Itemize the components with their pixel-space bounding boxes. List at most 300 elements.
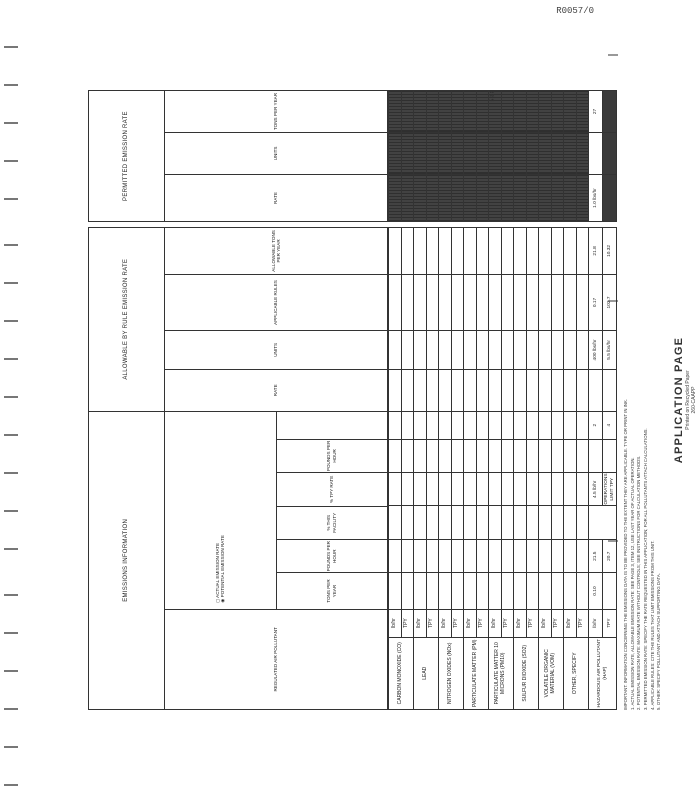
entry-cell[interactable] (401, 539, 414, 572)
entry-cell[interactable] (564, 330, 577, 369)
checkbox-potential-label: POTENTIAL EMISSION RATE (220, 535, 226, 598)
shaded-cell (526, 132, 539, 174)
total-cell[interactable] (603, 573, 617, 609)
entry-cell[interactable] (426, 506, 439, 539)
shaded-cell (414, 174, 427, 221)
entry-cell[interactable] (489, 573, 502, 609)
shaded-cell (514, 132, 527, 174)
entry-cell[interactable] (464, 473, 477, 506)
entry-cell[interactable] (539, 573, 552, 609)
entry-cell[interactable] (551, 439, 564, 472)
entry-cell[interactable] (514, 411, 527, 439)
actual-header: % TPY RATE (276, 473, 387, 506)
entry-cell[interactable] (514, 539, 527, 572)
shaded-cell (489, 132, 502, 174)
shaded-cell (539, 174, 552, 221)
entry-cell[interactable] (551, 275, 564, 331)
entry-cell[interactable] (439, 227, 452, 274)
shaded-cell (476, 91, 489, 133)
entry-cell[interactable] (426, 411, 439, 439)
entry-cell[interactable] (489, 439, 502, 472)
entry-cell[interactable] (576, 473, 589, 506)
entry-cell[interactable] (401, 411, 414, 439)
scan-mark (4, 160, 18, 162)
pollutant-name: PARTICULATE MATTER (PM) (464, 637, 489, 709)
entry-cell[interactable] (489, 539, 502, 572)
entry-cell[interactable] (564, 227, 577, 274)
total-unit: TPY (603, 609, 617, 637)
perm-total[interactable] (589, 132, 603, 174)
shaded-cell (551, 132, 564, 174)
entry-cell[interactable] (401, 369, 414, 411)
entry-cell[interactable] (464, 573, 477, 609)
entry-cell[interactable] (389, 330, 402, 369)
entry-cell[interactable] (414, 275, 427, 331)
shaded-cell (501, 91, 514, 133)
shaded-cell (501, 174, 514, 221)
entry-cell[interactable] (564, 573, 577, 609)
entry-cell[interactable] (576, 227, 589, 274)
entry-cell[interactable] (439, 275, 452, 331)
shaded-cell (603, 132, 617, 174)
entry-cell[interactable] (426, 473, 439, 506)
shaded-cell (401, 174, 414, 221)
entry-cell[interactable] (576, 439, 589, 472)
entry-cell[interactable] (426, 439, 439, 472)
entry-cell[interactable] (476, 227, 489, 274)
entry-cell[interactable] (464, 439, 477, 472)
entry-cell[interactable] (539, 227, 552, 274)
entry-cell[interactable] (464, 330, 477, 369)
entry-cell[interactable] (564, 439, 577, 472)
form-title: EMISSIONS INFORMATION (89, 411, 165, 709)
shaded-cell (451, 91, 464, 133)
gap-cell (514, 222, 527, 228)
gap-cell (389, 222, 402, 228)
entry-cell[interactable] (476, 369, 489, 411)
entry-cell[interactable] (551, 573, 564, 609)
entry-cell[interactable] (526, 573, 539, 609)
entry-cell[interactable] (501, 411, 514, 439)
total-cell[interactable] (589, 369, 603, 411)
shaded-cell (464, 91, 477, 133)
entry-cell[interactable] (489, 473, 502, 506)
entry-cell[interactable] (414, 573, 427, 609)
entry-cell[interactable] (401, 330, 414, 369)
entry-cell[interactable] (576, 369, 589, 411)
entry-cell[interactable] (389, 506, 402, 539)
entry-cell[interactable] (389, 275, 402, 331)
scan-mark (4, 358, 18, 360)
entry-cell[interactable] (451, 539, 464, 572)
entry-cell[interactable] (576, 506, 589, 539)
entry-cell[interactable] (551, 369, 564, 411)
entry-cell[interactable] (501, 573, 514, 609)
allow-tpy-header: ALLOWABLE TONS PER YEAR (165, 227, 388, 274)
gap-cell (401, 222, 414, 228)
entry-cell[interactable] (439, 411, 452, 439)
shaded-cell (439, 132, 452, 174)
entry-cell[interactable] (426, 573, 439, 609)
scan-mark (4, 244, 18, 246)
actual-header: POUNDS PER HOUR (276, 540, 387, 573)
entry-cell[interactable] (439, 573, 452, 609)
total-cell[interactable]: 2 (589, 411, 603, 439)
shaded-cell (476, 174, 489, 221)
shaded-cell (451, 132, 464, 174)
total-cell[interactable]: 21.5 (589, 539, 603, 572)
entry-cell[interactable] (439, 539, 452, 572)
note-line: 2. POTENTIAL EMISSION RATE: MAXIMUM RATE WITHOUT CONTROLS; SEE INSTRUCTIONS FOR CALCULATION METHODS. (636, 455, 642, 710)
pollutant-name: SULFUR DIOXIDE (SO2) (514, 637, 539, 709)
shaded-cell (514, 91, 527, 133)
checkbox-potential[interactable]: ◉ POTENTIAL EMISSION RATE (220, 535, 226, 603)
entry-cell[interactable] (451, 411, 464, 439)
scan-mark (4, 784, 18, 786)
shaded-cell (576, 91, 589, 133)
emissions-table (88, 90, 388, 710)
entry-cell[interactable] (414, 330, 427, 369)
total-unit: lb/hr (589, 609, 603, 637)
entry-cell[interactable] (489, 275, 502, 331)
perm-rate-header: RATE (165, 174, 388, 221)
shaded-cell (389, 91, 402, 133)
entry-cell[interactable] (451, 573, 464, 609)
total-cell[interactable]: 102.7 (603, 275, 617, 331)
shaded-cell (551, 91, 564, 133)
note-line: 4. APPLICABLE RULES: CITE THE RULES THAT LIMIT EMISSIONS FROM THIS UNIT. (649, 540, 655, 710)
shaded-cell (526, 91, 539, 133)
scan-mark (4, 122, 18, 124)
shaded-cell (526, 174, 539, 221)
entry-cell[interactable] (464, 369, 477, 411)
entry-cell[interactable] (414, 369, 427, 411)
scan-mark (4, 84, 18, 86)
scan-mark (4, 708, 18, 710)
total-cell[interactable]: 10.32 (603, 227, 617, 274)
pollutant-unit: lb/hr (414, 609, 427, 637)
entry-cell[interactable] (526, 439, 539, 472)
scan-mark (4, 396, 18, 398)
shaded-cell (564, 174, 577, 221)
entry-cell[interactable] (539, 275, 552, 331)
entry-cell[interactable] (414, 439, 427, 472)
notes-block (623, 90, 663, 710)
entry-cell[interactable] (514, 330, 527, 369)
entry-cell[interactable] (576, 330, 589, 369)
entry-cell[interactable] (564, 473, 577, 506)
shaded-cell (551, 174, 564, 221)
entry-cell[interactable] (464, 411, 477, 439)
perm-total[interactable]: 1.0 lbs/hr (589, 174, 603, 221)
entry-cell[interactable] (501, 330, 514, 369)
allowable-section-title: ALLOWABLE BY RULE EMISSION RATE (89, 227, 165, 411)
pollutant-unit: lb/hr (439, 609, 452, 637)
allow-units-header: UNITS (165, 330, 388, 369)
entry-cell[interactable] (539, 506, 552, 539)
pollutant-rows-table (388, 90, 617, 710)
total-cell[interactable]: OPERATIONS LIMIT TPY (603, 473, 615, 505)
shaded-cell (426, 91, 439, 133)
pollutant-unit: lb/hr (514, 609, 527, 637)
entry-cell[interactable] (476, 473, 489, 506)
entry-cell[interactable] (551, 227, 564, 274)
shaded-cell (564, 91, 577, 133)
entry-cell[interactable] (426, 539, 439, 572)
footer-subtitle: Printed on Recycled Paper (684, 370, 691, 430)
entry-cell[interactable] (464, 539, 477, 572)
entry-cell[interactable] (501, 506, 514, 539)
shaded-cell (603, 174, 617, 221)
entry-cell[interactable] (539, 473, 552, 506)
perm-total[interactable]: 27 (589, 91, 603, 133)
entry-cell[interactable] (476, 539, 489, 572)
entry-cell[interactable] (476, 411, 489, 439)
shaded-cell (501, 132, 514, 174)
entry-cell[interactable] (426, 227, 439, 274)
gap-cell (539, 222, 552, 228)
shaded-cell (464, 174, 477, 221)
total-cell[interactable]: 4 (603, 411, 617, 439)
shaded-cell (451, 174, 464, 221)
entry-cell[interactable] (426, 330, 439, 369)
total-cell[interactable] (589, 506, 617, 539)
actual-header: TONS PER YEAR (276, 573, 387, 609)
allow-rules-header: APPLICABLE RULES (165, 275, 388, 331)
entry-cell[interactable] (501, 227, 514, 274)
scan-mark (4, 746, 18, 748)
entry-cell[interactable] (439, 369, 452, 411)
permitted-section-title: PERMITTED EMISSION RATE (89, 91, 165, 222)
pollutant-unit: TPY (451, 609, 464, 637)
actual-header: % THIS FACILITY (276, 506, 387, 539)
scan-mark (4, 548, 18, 550)
entry-cell[interactable] (401, 275, 414, 331)
entry-cell[interactable] (389, 473, 402, 506)
entry-cell[interactable] (464, 506, 477, 539)
shaded-cell (576, 132, 589, 174)
pollutant-unit: TPY (401, 609, 414, 637)
entry-cell[interactable] (414, 506, 427, 539)
entry-cell[interactable] (501, 275, 514, 331)
entry-cell[interactable] (414, 539, 427, 572)
entry-cell[interactable] (576, 411, 589, 439)
shaded-cell (426, 132, 439, 174)
entry-cell[interactable] (514, 573, 527, 609)
entry-cell[interactable] (389, 573, 402, 609)
actual-header-blank (276, 411, 387, 439)
entry-cell[interactable] (501, 369, 514, 411)
total-cell[interactable]: 0.10 (589, 573, 603, 609)
checkbox-actual[interactable]: ◻ ACTUAL EMISSION RATE (215, 542, 220, 603)
entry-cell[interactable] (489, 330, 502, 369)
entry-cell[interactable] (539, 539, 552, 572)
entry-cell[interactable] (551, 539, 564, 572)
pollutant-unit: lb/hr (389, 609, 402, 637)
entry-cell[interactable] (526, 227, 539, 274)
entry-cell[interactable] (476, 275, 489, 331)
pollutant-unit: TPY (476, 609, 489, 637)
entry-cell[interactable] (476, 573, 489, 609)
entry-cell[interactable] (539, 439, 552, 472)
entry-cell[interactable] (514, 227, 527, 274)
pollutant-name: VOLATILE ORGANIC MATERIAL (VOM) (539, 637, 564, 709)
entry-cell[interactable] (526, 473, 539, 506)
entry-cell[interactable] (476, 439, 489, 472)
shaded-cell (564, 132, 577, 174)
entry-cell[interactable] (539, 411, 552, 439)
entry-cell[interactable] (414, 227, 427, 274)
total-cell[interactable] (589, 439, 603, 472)
total-cell[interactable]: 400 lbs/hr (589, 330, 603, 369)
shaded-cell (389, 174, 402, 221)
entry-cell[interactable] (464, 227, 477, 274)
entry-cell[interactable] (501, 439, 514, 472)
entry-cell[interactable] (401, 573, 414, 609)
entry-cell[interactable] (389, 369, 402, 411)
scan-mark (4, 198, 18, 200)
entry-cell[interactable] (389, 439, 402, 472)
shaded-cell (401, 91, 414, 133)
entry-cell[interactable] (401, 473, 414, 506)
scan-mark (4, 46, 18, 48)
entry-cell[interactable] (451, 369, 464, 411)
entry-cell[interactable] (514, 506, 527, 539)
total-cell[interactable]: 21.8 (589, 227, 603, 274)
entry-cell[interactable] (551, 330, 564, 369)
entry-cell[interactable] (526, 506, 539, 539)
entry-cell[interactable] (439, 439, 452, 472)
entry-cell[interactable] (389, 411, 402, 439)
entry-cell[interactable] (464, 275, 477, 331)
entry-cell[interactable] (526, 539, 539, 572)
total-cell[interactable]: 20.7 (603, 539, 617, 572)
entry-cell[interactable] (389, 227, 402, 274)
total-cell[interactable] (603, 369, 617, 411)
entry-cell[interactable] (476, 330, 489, 369)
scan-mark (4, 320, 18, 322)
entry-cell[interactable] (451, 506, 464, 539)
entry-cell[interactable] (514, 473, 527, 506)
gap-cell (501, 222, 514, 228)
gap-cell (551, 222, 564, 228)
entry-cell[interactable] (526, 275, 539, 331)
entry-cell[interactable] (514, 439, 527, 472)
pollutant-unit: lb/hr (539, 609, 552, 637)
footer-title: APPLICATION PAGE (672, 336, 685, 464)
scan-mark (4, 510, 18, 512)
entry-cell[interactable] (526, 330, 539, 369)
entry-cell[interactable] (401, 227, 414, 274)
entry-cell[interactable] (576, 539, 589, 572)
entry-cell[interactable] (551, 506, 564, 539)
note-line: 5. OTHER: SPECIFY POLLUTANT AND ATTACH SUPPORTING DATA. (656, 573, 662, 710)
entry-cell[interactable] (489, 411, 502, 439)
entry-cell[interactable] (451, 275, 464, 331)
entry-cell[interactable] (526, 369, 539, 411)
entry-cell[interactable] (451, 473, 464, 506)
entry-cell[interactable] (489, 227, 502, 274)
allow-rate-header: RATE (165, 369, 388, 411)
total-cell[interactable]: 4.5 lb/hr (589, 473, 603, 506)
entry-cell[interactable] (451, 227, 464, 274)
gap-cell (489, 222, 502, 228)
entry-cell[interactable] (439, 330, 452, 369)
entry-cell[interactable] (551, 473, 564, 506)
gap-cell (439, 222, 452, 228)
entry-cell[interactable] (564, 539, 577, 572)
pollutant-unit: lb/hr (489, 609, 502, 637)
entry-cell[interactable] (576, 275, 589, 331)
entry-cell[interactable] (476, 506, 489, 539)
entry-cell[interactable] (451, 439, 464, 472)
shaded-cell (539, 91, 552, 133)
entry-cell[interactable] (414, 411, 427, 439)
pollutant-name: OTHER, SPECIFY (564, 637, 589, 709)
entry-cell[interactable] (539, 330, 552, 369)
entry-cell[interactable] (551, 411, 564, 439)
pollutant-unit: TPY (501, 609, 514, 637)
scan-mark (4, 434, 18, 436)
gap-cell (576, 222, 589, 228)
entry-cell[interactable] (401, 506, 414, 539)
pollutant-name: CARBON MONOXIDE (CO) (389, 637, 414, 709)
entry-cell[interactable] (451, 330, 464, 369)
entry-cell[interactable] (564, 369, 577, 411)
actual-header: POUNDS PER HOUR (276, 439, 387, 472)
entry-cell[interactable] (501, 473, 514, 506)
entry-cell[interactable] (564, 275, 577, 331)
entry-cell[interactable] (501, 539, 514, 572)
entry-cell[interactable] (539, 369, 552, 411)
shaded-cell (389, 132, 402, 174)
entry-cell[interactable] (426, 275, 439, 331)
note-line: IMPORTANT: INFORMATION CONCERNING THE EMISSIONS DATA IS TO BE PROVIDED TO THE EXTENT THEY ARE APPLICABLE. TYPE OR PRINT IN INK. (623, 398, 628, 710)
shaded-cell (489, 174, 502, 221)
gap-cell (426, 222, 439, 228)
perm-units-header: UNITS (165, 133, 388, 175)
note-line: 3. PERMITTED EMISSION RATE: SPECIFY THE RATE REQUESTED IN THIS APPLICATION; FOR ALL POLLUTANTS ATTACH CALCULATIONS. (642, 428, 648, 710)
pollutant-name: LEAD (414, 637, 439, 709)
gap-cell (476, 222, 489, 228)
total-cell[interactable] (603, 439, 617, 472)
entry-cell[interactable] (564, 506, 577, 539)
entry-cell[interactable] (401, 439, 414, 472)
entry-cell[interactable] (389, 539, 402, 572)
shaded-cell (576, 174, 589, 221)
entry-cell[interactable] (489, 369, 502, 411)
total-cell[interactable]: 0.17 (589, 275, 603, 331)
entry-cell[interactable] (489, 506, 502, 539)
shaded-cell (426, 174, 439, 221)
entry-cell[interactable] (426, 369, 439, 411)
entry-cell[interactable] (564, 411, 577, 439)
scan-mark (4, 594, 18, 596)
gap-cell (464, 222, 477, 228)
shaded-cell (464, 132, 477, 174)
entry-cell[interactable] (514, 275, 527, 331)
entry-cell[interactable] (439, 506, 452, 539)
entry-cell[interactable] (439, 473, 452, 506)
total-cell[interactable]: 5.5 lbs/hr (603, 330, 617, 369)
entry-cell[interactable] (576, 573, 589, 609)
entry-cell[interactable] (526, 411, 539, 439)
entry-cell[interactable] (514, 369, 527, 411)
perm-tpy-header: TONS PER YEAR (165, 91, 388, 133)
document-id: R0057/0 (556, 6, 594, 16)
footer-code: 260-CAAPP (690, 386, 697, 414)
entry-cell[interactable] (414, 473, 427, 506)
